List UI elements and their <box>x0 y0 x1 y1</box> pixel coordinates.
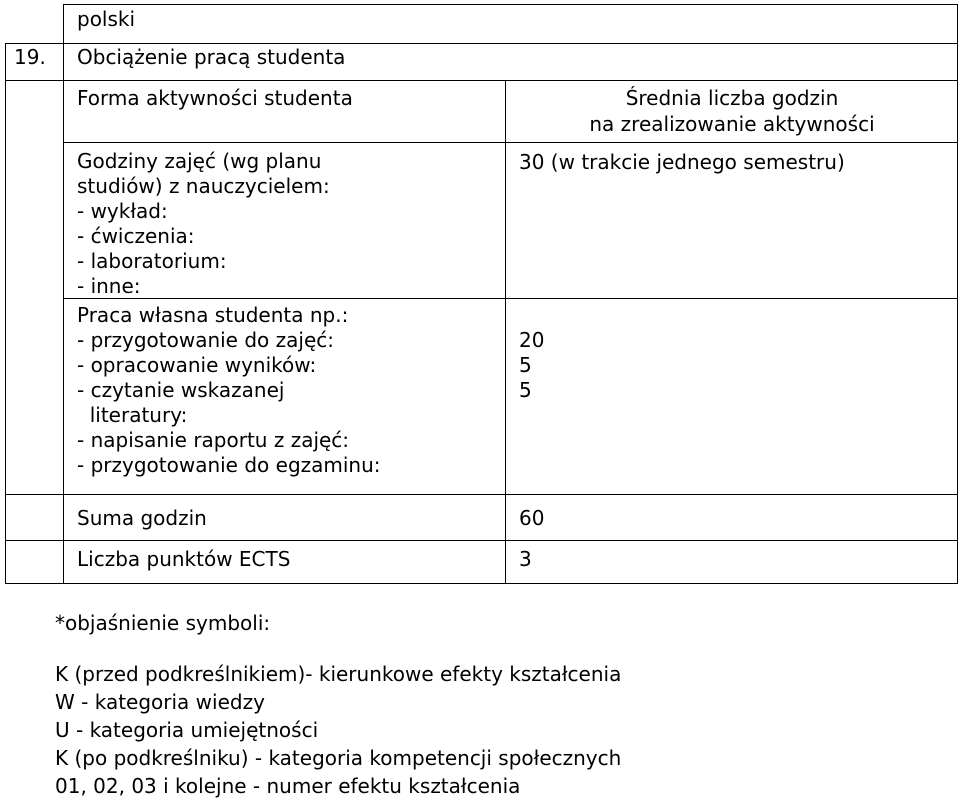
self-study-line: literatury: <box>77 403 188 427</box>
self-study-value: 20 <box>519 328 545 352</box>
ects-value: 3 <box>519 547 532 571</box>
self-study-value: 5 <box>519 353 532 377</box>
column-header-hours-line2: na zrealizowanie aktywności <box>589 112 875 136</box>
contact-line: - laboratorium: <box>77 249 227 273</box>
legend-item: W - kategoria wiedzy <box>55 690 265 714</box>
ects-label: Liczba punktów ECTS <box>77 547 291 571</box>
table-divider-hours <box>505 80 506 584</box>
legend-item: K (po podkreślniku) - kategoria kompetencji społecznych <box>55 746 622 770</box>
contact-line: - wykład: <box>77 199 168 223</box>
column-header-hours-line1: Średnia liczba godzin <box>625 86 839 110</box>
legend-item: K (przed podkreślnikiem)- kierunkowe efekty kształcenia <box>55 662 622 686</box>
legend-item: 01, 02, 03 i kolejne - numer efektu kształcenia <box>55 774 521 798</box>
language-label: polski <box>77 7 136 31</box>
self-study-value: 5 <box>519 378 532 402</box>
legend-item: U - kategoria umiejętności <box>55 718 319 742</box>
contact-line: Godziny zajęć (wg planu <box>77 149 322 173</box>
sum-value: 60 <box>519 506 545 530</box>
table-divider-number <box>63 43 64 584</box>
table-border-left-top <box>63 4 64 44</box>
sum-label: Suma godzin <box>77 506 207 530</box>
table-border-left <box>5 43 6 584</box>
contact-line: studiów) z nauczycielem: <box>77 174 330 198</box>
table-line-sum <box>5 540 958 541</box>
self-study-line: - czytanie wskazanej <box>77 378 285 402</box>
column-header-activity: Forma aktywności studenta <box>77 86 353 110</box>
table-border-top <box>63 4 958 5</box>
table-line-column-header <box>63 142 958 143</box>
self-study-line: - opracowanie wyników: <box>77 353 317 377</box>
contact-hours-value: 30 (w trakcie jednego semestru) <box>519 150 845 174</box>
table-line-section <box>5 43 958 44</box>
legend-title: *objaśnienie symboli: <box>55 611 271 635</box>
contact-line: - inne: <box>77 274 141 298</box>
self-study-line: - napisanie raportu z zajęć: <box>77 428 350 452</box>
table-border-bottom <box>5 583 958 584</box>
self-study-line: - przygotowanie do egzaminu: <box>77 453 381 477</box>
section-number: 19. <box>14 45 46 69</box>
self-study-line: - przygotowanie do zajęć: <box>77 328 334 352</box>
table-line-self-study <box>5 494 958 495</box>
table-line-contact <box>63 298 958 299</box>
contact-line: - ćwiczenia: <box>77 224 195 248</box>
section-title: Obciążenie pracą studenta <box>77 45 346 69</box>
self-study-line: Praca własna studenta np.: <box>77 303 349 327</box>
table-line-header <box>5 80 958 81</box>
